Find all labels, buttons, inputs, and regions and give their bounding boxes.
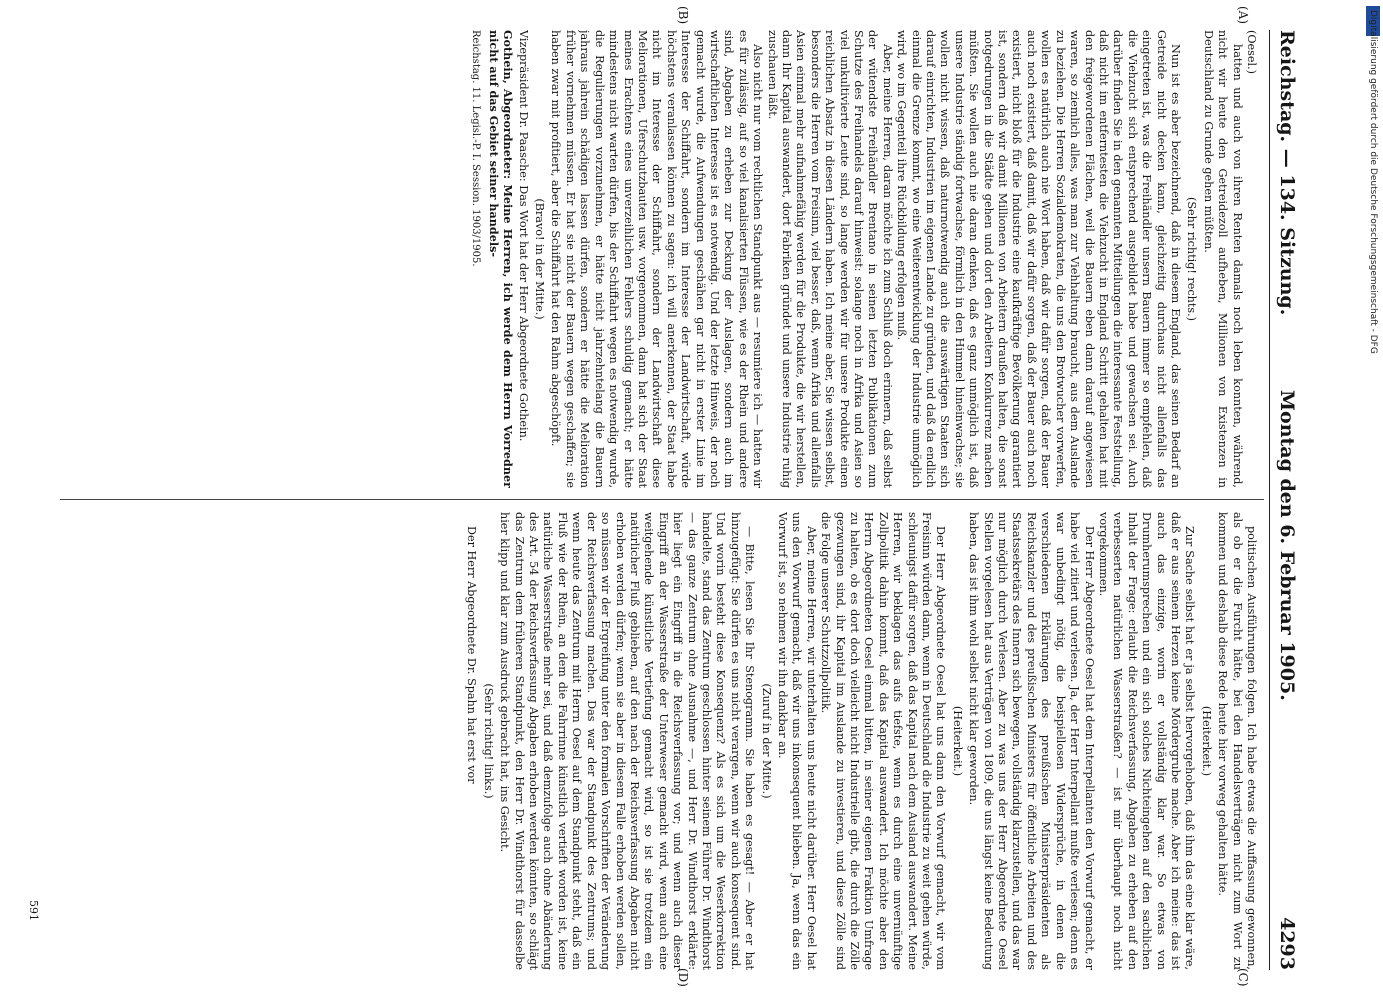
paragraph: Also nicht nur vom rechtlichen Standpunkt aus — resumiere ich — hatten wir es für zulässig, auf so viel kanalisierten Flüssen, wie es der Rhein und andere sind, Abgaben zu erheben zur Deckung der Auslagen, sondern auch im wirtschaftlichen Interesse ist es notwendig. Und der letzte Hinweis, der noch gemacht wurde, die Aufwendungen geschähen gar nicht in erster Linie im Interesse der Schiffahrt, sondern im Interesse der Landwirtschaft, würde höchstens veranlassen können zu sagen: ich will anerkennen, der Staat habe nicht im Interesse der Schiffahrt, sondern der Landwirtschaft diese Meliorationen, Uferschutzbauten usw. vorgenommen, dann hat sich der Staat meines Erachtens eines unverzeihlichen Fehlers schuldig gemacht; er hätte mindestens nicht warten dürfen, bis der Schiffahrt wegen es notwendig wurde, die Regulierungen vorzunehmen, er hätte nicht jahrzehntelang die Bauern jahraus jahrein schädigen lassen dürfen, sondern er hätte die Melioration früher vornehmen müssen. Er hat sie nicht der Bauern wegen geschaffen; sie haben zwar mit profitiert, aber die Schiffahrt hat den Rahm abgeschöpft. — [549, 30, 765, 488]
document-page — [10, 0, 1330, 1000]
page-header — [1269, 30, 1310, 970]
paragraph: — Bitte, lesen Sie Ihr Stenogramm. Sie haben es gesagt! — Aber er hat hinzugefügt: Sie dürfen es uns nicht verargen, wenn wir auch konsequent sind. Und worin besteht diese Konsequenz? Als es sich um die Weserkorrektion handelte, stand das Zentrum geschlossen hinter seinem Führer Dr. Windthorst — das ganze Zentrum ohne Ausnahme —, und Herr Dr. Windthorst erklärte: hier liegt ein Eingriff in die Reichsverfassung vor; und wenn auch dieser Eingriff an der Wasserstraße der Unterweser gemacht wird, wenn auch eine weitgehende künstliche Vertiefung gemacht wird, so ist sie trotzdem ein natürlicher Fluß geblieben, auf den nach der Reichsverfassung Abgaben nicht erhoben werden dürfen; wenn sie aber in diesem Falle erhoben werden sollen, so müssen wir der Ergreifung unter den formalen Vorschriften der Veränderung der Reichsverfassung machen. Das war der Standpunkt des Zentrums; und wenn heute das Zentrum mit Herrn Oesel auf dem Standpunkt steht, daß ein Fluß wie der Rhein, an dem die Fahrrinne künstlich vertieft worden ist, keine natürliche Wasserstraße mehr sei, und daß demzufolge auch ohne Abänderung des Art. 54 der Reichsverfassung Abgaben erhoben werden könnten, so schlägt das Zentrum dem früheren Standpunkt, den Herr Dr. Windthorst für dasselbe hier klipp und klar zum Ausdruck gebracht hat, ins Gesicht. — [498, 512, 757, 970]
paragraph: Der Herr Abgeordnete Oesel hat dem Interpellanten den Vorwurf gemacht, er habe viel zitiert und verlesen. Ja, der Herr Interpellant mußte verlesen; denn es war unbedingt nötig, die beispiellosen Widersprüche, in denen die verschiedenen Erklärungen des preußischen Ministerpräsidenten als Reichskanzler und des preußischen Ministers für öffentliche Arbeiten und des Staatssekretärs des Innern sich bewegen, vollständig klarzustellen, und das war nur möglich durch Verlesen. Aber zu was uns der Herr Abgeordnete Oesel Stellen vorgelesen hat aus Verträgen von 1809, die uns längst keine Bedeutung haben, das ist ihm wohl selbst nicht klar geworden. — [967, 512, 1096, 970]
margin-marker-c: (C) — [1236, 968, 1250, 987]
column-divider — [60, 499, 1264, 500]
interjection: (Heiterkeit.) — [950, 705, 964, 777]
digitization-attribution — [1366, 10, 1378, 590]
attribution-text: Digitalisierung gefördert durch die Deutsche Forschungsgemeinschaft - DFG — [1368, 10, 1378, 354]
margin-marker-a: (A) — [1236, 6, 1250, 25]
paragraph: Zur Sache selbst hat er ja selbst hervorgehoben, daß ihm das eine klar wäre, daß er aus seinem Herzen keine Mördergrube mache. Aber ich meine: das ist auch das einzige, worin er vollständig klar war. So etwas von Drumherumsprechen und ein sich solches Nichteingehen auf den sachlichen Inhalt der Frage: erlaubt die Reichsverfassung, Abgaben zu erheben auf den verbesserten natürlichen Wasserstraßen? — ist mir überhaupt noch nicht vorgekommen. — [1096, 512, 1197, 970]
interjection: (Zuruf in der Mitte.) — [759, 683, 773, 799]
speaker-tag: (Oesel.) — [1245, 30, 1258, 75]
paragraph: Aber, meine Herren, daran möchte ich zum Schluß doch erinnern, daß selbst der wütendste Freihändler Brentano in seinen letzten Publikationen zum Schutze des Freihandels darauf hinweist: solange noch in Afrika und Asien so viel unkultivierte Leute sind, so lange werden wir für unsere Produkte einen reichlichen Absatz in diesen Ländern haben. Ich meine aber, Sie wissen selbst, besonders die Herren vom Freisinn, viel besser, daß, wenn Afrika und allenfalls Asien einmal mehr aufnahmefähig werden für die Produkte, die wir herstellen, dann Ihr Kapital auswandert, dort Fabriken gründet und unsere Industrie ruhig zuschauen läßt. — [765, 30, 894, 488]
paragraph: Aber, meine Herren, wir unterhalten uns heute nicht darüber. Herr Oesel hat uns den Vorwurf gemacht, daß wir uns inkonsequent blieben. Ja, wenn das ein Vorwurf ist, so nehmen wir ihn dankbar an. — [776, 512, 818, 970]
page-number: 4293 — [1276, 917, 1298, 970]
interjection: (Bravo! in der Mitte.) — [533, 198, 547, 320]
paragraph: politischen Ausführungen folgen. Ich habe etwas die Auffassung gewonnen, als ob er die Furcht hätte, bei den Handelsverträgen nicht zum Wort zu kommen und deshalb diese Rede heute hier vorweg gehalten hätte. — [1216, 512, 1258, 970]
interjection: (Sehr richtig! rechts.) — [1185, 196, 1199, 322]
margin-marker-d: (D) — [676, 968, 690, 987]
paragraph: Nun ist es aber bezeichnend, daß in diesem England, das seinen Bedarf an Getreide nicht decken kann, gleichzeitig durchaus nicht allenfalls das eingetreten ist, was die Freihändler unsern Bauern immer so empfehlen, daß die Viehzucht sich entsprechend ausgebildet habe und gewachsen sei. Auch darüber finden Sie in den genannten Mitteilungen die interessante Feststellung, daß nicht im entferntesten die Viehzucht in England Schritt gehalten hat mit den freigewordenen Flächen, weil die Bauern eben dann darauf angewiesen waren, so ziemlich alles, was man zur Viehhaltung braucht, aus dem Auslande zu beziehen. Die Herren Sozialdemokraten, die uns den Brotwucher vorwerfen, wollen es natürlich auch nie Wort haben, daß wir dafür sorgen, daß der Bauer auch noch existiert, daß damit, daß wir dafür sorgen, daß der Bauer auch noch existiert, nicht bloß für die Industrie eine kaufkräftige Bevölkerung garantiert ist, sondern daß wir damit Millionen von Arbeitern draußen halten, die sonst notgedrungen in die Städte gehen und dort den Arbeitern Konkurrenz machen müßten. Sie wollen auch nie daran denken, daß es ganz unmöglich ist, daß unsere Industrie ständig fortwachse, förmlich in den Himmel hineinwachse; sie wollen nicht wissen, daß naturnotwendig auch die auswärtigen Staaten sich darauf einrichten, Industrien im eigenen Lande zu gründen, und daß da endlich einmal die Grenze kommt, wo eine Weiterentwicklung der Industrie unmöglich wird, wo im Gegenteil ihre Rückbildung erfolgen muß. — [895, 30, 1182, 488]
gothein-speech: Gothein, Abgeordneter: Meine Herren, ich werde dem Herrn Vorredner nicht auf das Gebiet seiner handels- — [486, 30, 516, 488]
page-signature: 591 — [27, 900, 40, 921]
paragraph: hatten und auch von ihren Renten damals noch leben konnten, während, nicht wir heute den Getreidezoll aufheben, Millionen von Existenzen in Deutschland zu Grunde gehen müßten. — [1201, 30, 1244, 488]
vice-president-line: Vizepräsident Dr. Paasche: Das Wort hat der Herr Abgeordnete Gothein. — [516, 30, 530, 442]
left-column — [50, 30, 1258, 488]
margin-marker-b: (B) — [676, 6, 690, 25]
interjection: (Sehr richtig! links.) — [481, 683, 495, 799]
header-left: Reichstag. — 134. Sitzung. — [1276, 30, 1298, 316]
closing-line: Der Herr Abgeordnete Dr. Spahn hat erst vor — [465, 526, 479, 784]
right-column — [50, 512, 1258, 970]
interjection: (Heiterkeit.) — [1199, 705, 1213, 777]
session-footer: Reichstag. 11. Legisl.-P. I. Session. 1903/1905. — [470, 30, 482, 267]
header-date: Montag den 6. Februar 1905. — [1276, 390, 1298, 701]
paragraph: Der Herr Abgeordnete Oesel hat uns dann den Vorwurf gemacht, wir vom Freisinn würden dann, wenn in Deutschland die Industrie zu weit gehen würde, schleunigst dafür sorgen, daß das Kapital nach dem Ausland auswandert. Meine Herren, wir beklagen das aufs tiefste, wenn es durch eine unvernünftige Zollpolitik dahin kommt, daß das Kapital auswandert. Ich möchte aber den Herrn Abgeordneten Oesel einmal bitten, in seiner eigenen Fraktion Umfrage zu halten, ob es dort doch vielleicht nicht Industrielle gibt, die durch die Zölle gezwungen sind, ihr Kapital im Auslande zu investieren, und diese Zölle sind die Folge unserer Schutzzollpolitik. — [819, 512, 948, 970]
